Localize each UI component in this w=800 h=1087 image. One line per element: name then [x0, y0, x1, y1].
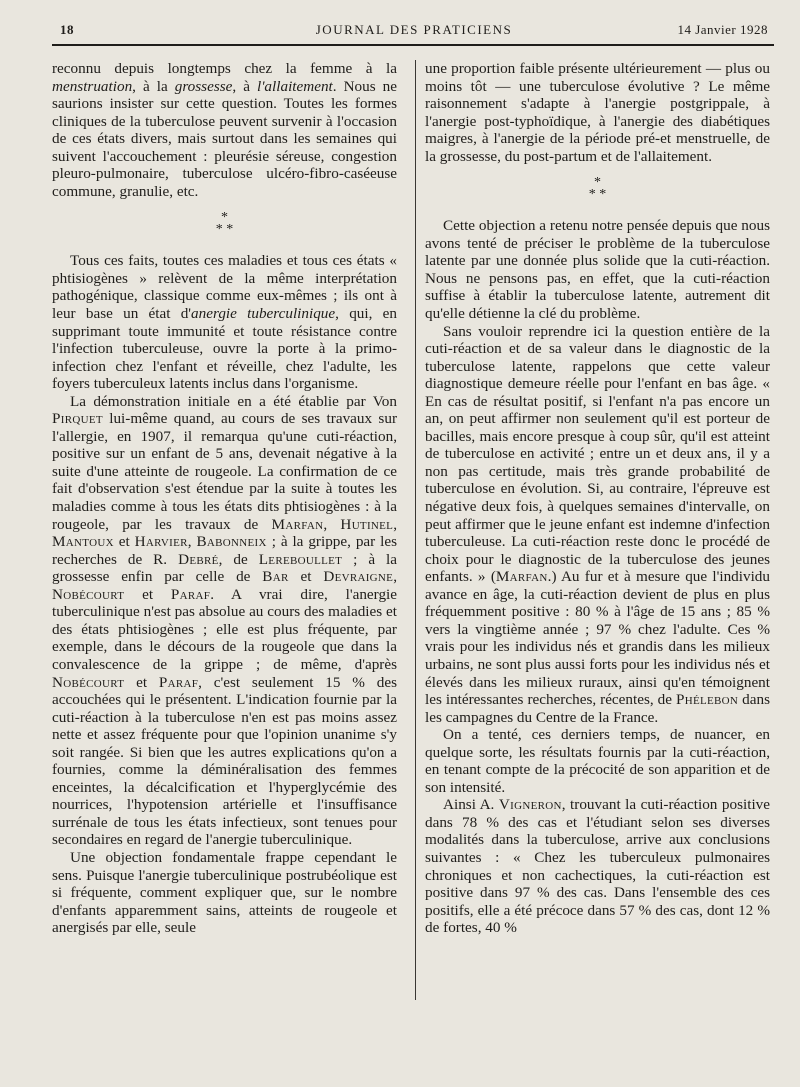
column-divider	[415, 60, 416, 1000]
paragraph: reconnu depuis longtemps chez la femme à la menstruation, à la grossesse, à l'allaitement. Nous ne saurions insister sur cette question. Toutes les formes cliniques de la tuberculose peuvent survenir à l'occasion de ces états divers, mais surtout dans les semaines qui suivent l'accouchement : pleurésie séreuse, congestion pleuro-pulmonaire, tuberculose ulcéro-fibro-caséeuse commune, granulie, etc.	[52, 60, 397, 200]
paragraph: Cette objection a retenu notre pensée depuis que nous avons tenté de préciser le problème de la tuberculose latente par une donnée plus solide que la cuti-réaction. Nous ne pensons pas, en effet, que la cuti-réaction suffise à établir la tuberculose latente, autrement dit qu'elle détienne la clé du problème.	[425, 217, 770, 323]
paragraph: On a tenté, ces derniers temps, de nuancer, en quelque sorte, les résultats fournis par la cuti-réaction, en tenant compte de la précocité de son apparition et de son intensité.	[425, 726, 770, 796]
paragraph: Tous ces faits, toutes ces maladies et tous ces états « phtisiogènes » relèvent de la même interprétation pathogénique, classique comme eux-mêmes ; ils ont à leur base un état d'anergie tuberculinique, qui, en supprimant toute immunité et toute résistance contre l'infection tuberculeuse, ouvre la porte à la primo-infection chez l'enfant et réveille, chez l'adulte, les foyers tuberculeux latents inclus dans l'organisme.	[52, 252, 397, 393]
running-header	[60, 22, 768, 42]
section-asterism: * * *	[215, 210, 234, 238]
header-rule	[52, 44, 774, 46]
paragraph: La démonstration initiale en a été établie par Von Pirquet lui-même quand, au cours de ses travaux sur l'allergie, en 1907, il remarqua qu'une cuti-réaction, positive sur un enfant de 5 ans, devenait négative à la suite d'une atteinte de rougeole. La confirmation de ce fait d'observation s'est étendue par la suite à toutes les maladies comme à tous les états dits phtisiogènes : à la rougeole, par les travaux de Marfan, Hutinel, Mantoux et Harvier, Babonneix ; à la grippe, par les recherches de R. Debré, de Lereboullet ; à la grossesse enfin par celle de Bar et Devraigne, Nobécourt et Paraf. A vrai dire, l'anergie tuberculinique n'est pas absolue au cours des maladies et des états phtisiogènes ; elle est plus fréquente, par exemple, dans le décours de la rougeole que dans la convalescence de la grippe ; de même, d'après Nobécourt et Paraf, c'est seulement 15 % des accouchées qui le présentent. L'indication fournie par la cuti-réaction à la tuberculose n'en est pas moins assez nette et assez fréquente pour que l'opinion unanime s'y soit rangée. Si bien que les autres explications qu'on a fournies, comme la déminéralisation des femmes enceintes, la décalcification et l'hyperglycémie des nourrices, l'hypotension artérielle et l'insuffisance surrénale de tous les états infectieux, sont tenues pour secondaires en regard de l'anergie tuberculinique.	[52, 392, 398, 849]
journal-title: JOURNAL DES PRATICIENS	[315, 22, 513, 37]
paragraph: Sans vouloir reprendre ici la question entière de la cuti-réaction et de sa valeur dans le diagnostic de la tuberculose latente, rappelons que cette valeur diagnostique demeure réelle pour l'enfant en bas âge. « En cas de résultat positif, si l'enfant n'a pas encore un an, on peut affirmer non seulement qu'il est porteur de bacilles, mais encore presque à coup sûr, qu'il est atteint de tuberculose en activité ; entre un et deux ans, il y a non pas certitude, mais très grande probabilité de tuberculose en évolution. Si, au contraire, l'épreuve est négative deux fois, à quelques semaines d'intervalle, on peut affirmer que le jeune enfant est indemne d'infection tuberculeuse. La cuti-réaction reste donc le procédé de choix pour le diagnostic de la tuberculose des jeunes enfants. » (Marfan.) Au fur et à mesure que l'individu avance en âge, la cuti-réaction devient de plus en plus fréquemment positive : 80 % à l'âge de 15 ans ; 85 % vers la vingtième année ; 97 % chez l'adulte. Ces % vrais pour les individus nés et grandis dans les milieux urbains, ne sont plus aussi forts pour les individus nés et élevés dans les milieux ruraux, ainsi qu'en témoignent les intéressantes recherches, récentes, de Phélebon dans les campagnes du Centre de la France.	[425, 322, 770, 726]
paragraph: Ainsi A. Vigneron, trouvant la cuti-réaction positive dans 78 % des cas et l'étudiant selon ses diverses modalités dans la tuberculose, arrive aux conclusions suivantes : « Chez les tuberculeux pulmonaires chroniques et non cachectiques, la cuti-réaction est positive dans 97 % des cas. Dans l'ensemble des ces positifs, elle a été précoce dans 57 % des cas, dont 12 % de fortes, 40 %	[425, 796, 771, 937]
left-column	[52, 60, 397, 937]
paragraph: Une objection fondamentale frappe cependant le sens. Puisque l'anergie tuberculinique postrubéolique est si fréquente, comment expliquer que, sur le nombre d'enfants apparemment sains, atteints de rougeole et anergisés par elle, seule	[52, 848, 397, 937]
page-number: 18	[60, 22, 74, 37]
right-column	[425, 60, 770, 937]
paragraph: une proportion faible présente ultérieurement — plus ou moins tôt — une tuberculose évolutive ? Le même raisonnement s'adapte à l'anergie postgrippale, à l'anergie post-typhoïdique, à l'anergie des diabétiques maigres, à l'anergie de la période pré-et menstruelle, de la grossesse, du post-partum et de l'allaitement.	[425, 60, 770, 165]
section-asterism: * * *	[588, 175, 607, 203]
issue-date: 14 Janvier 1928	[677, 22, 768, 37]
